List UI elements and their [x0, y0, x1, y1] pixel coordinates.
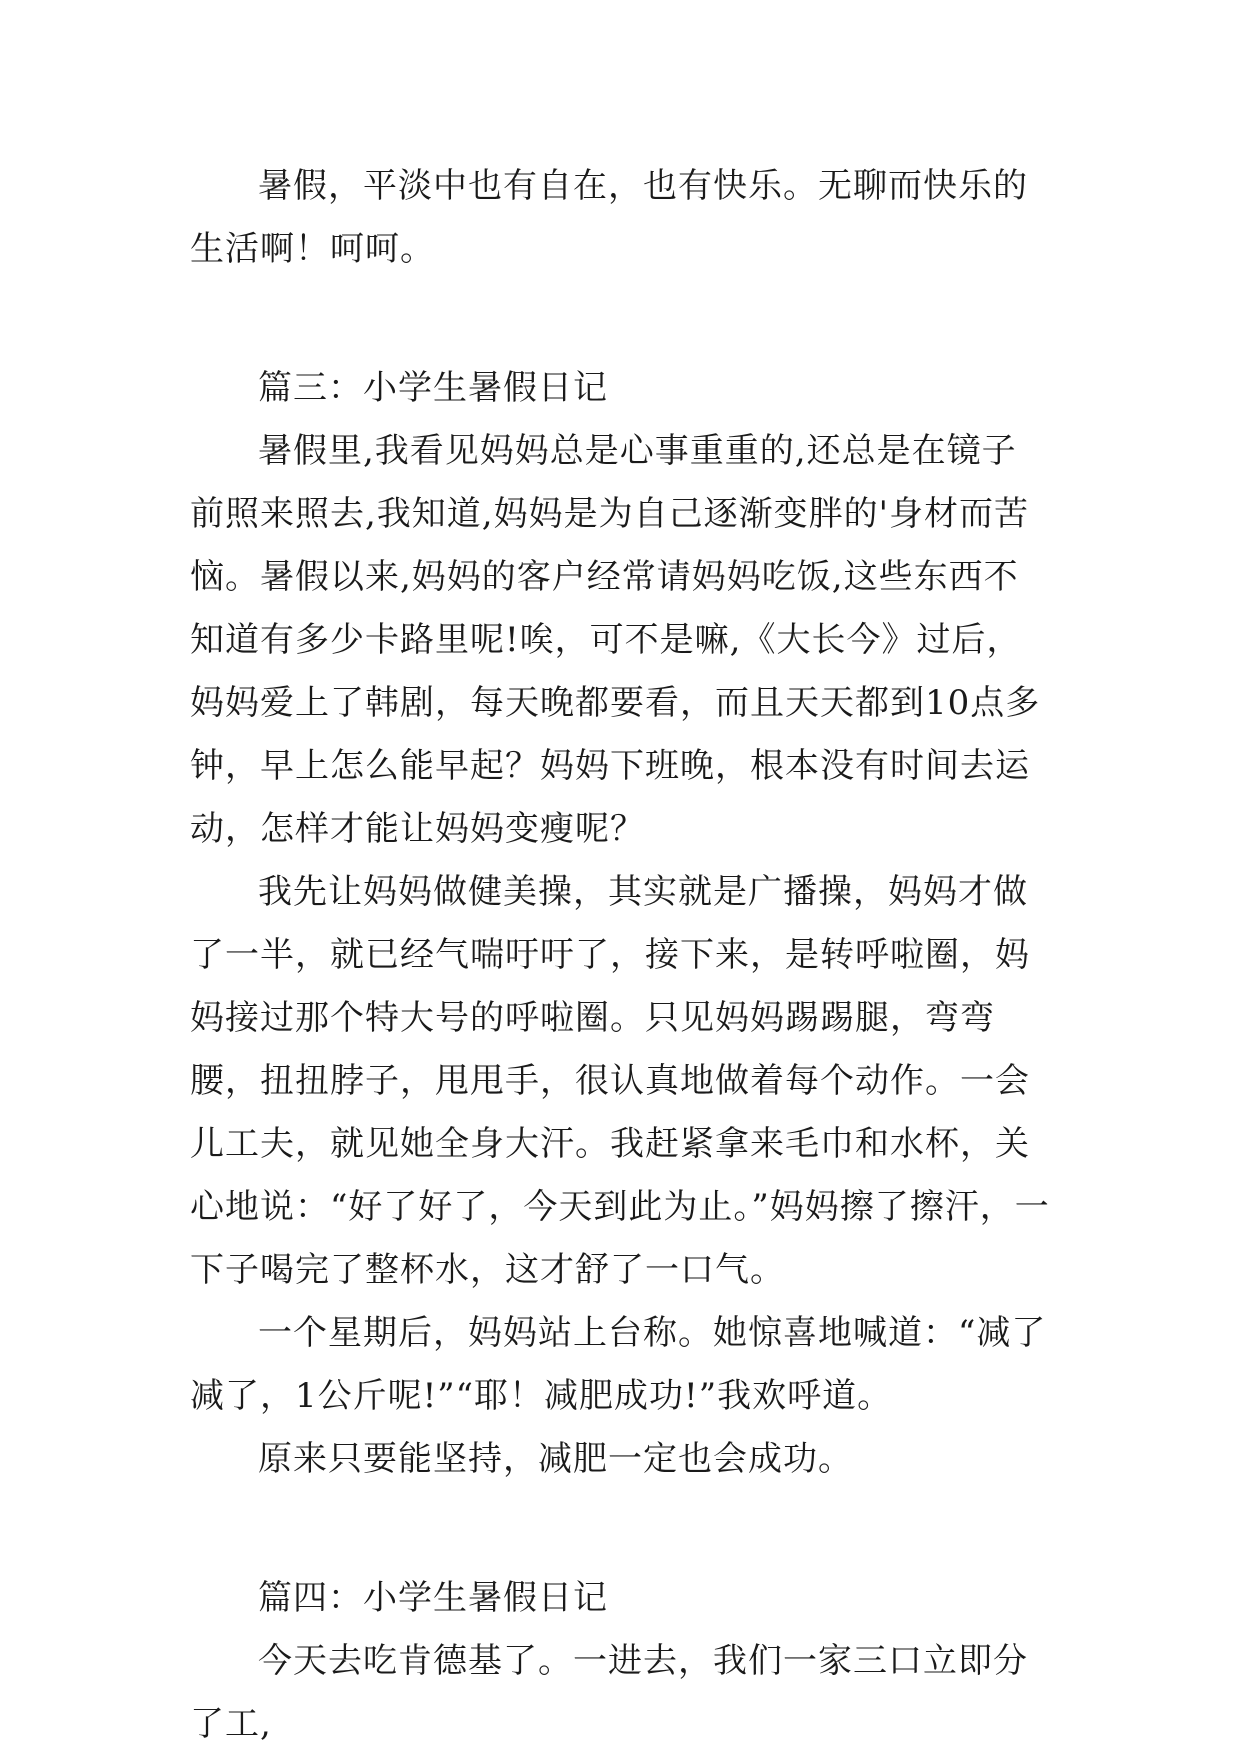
paragraph: 一个星期后，妈妈站上台称。她惊喜地喊道：“减了减了，1公斤呢!”“耶！减肥成功!”我欢呼道。	[190, 1313, 1047, 1416]
section-spacer	[190, 281, 1050, 357]
section-heading-3: 篇三：小学生暑假日记	[258, 368, 608, 408]
paragraph: 我先让妈妈做健美操，其实就是广播操，妈妈才做了一半，就已经气喘吁吁了，接下来，是转呼啦圈，妈妈接过那个特大号的呼啦圈。只见妈妈踢踢腿，弯弯腰，扭扭脖子，甩甩手，很认真地做着每个动作。一会儿工夫，就见她全身大汗。我赶紧拿来毛巾和水杯，关心地说：“好了好了，今天到此为止。”妈妈擦了擦汗，一下子喝完了整杯水，这才舒了一口气。	[190, 872, 1050, 1290]
paragraph: 暑假，平淡中也有自在，也有快乐。无聊而快乐的生活啊！呵呵。	[190, 166, 1028, 269]
paragraph: 今天去吃肯德基了。一进去，我们一家三口立即分了工,	[190, 1641, 1028, 1744]
section-spacer	[190, 1491, 1050, 1567]
paragraph: 原来只要能坚持，减肥一定也会成功。	[258, 1439, 853, 1479]
section-heading-4: 篇四：小学生暑假日记	[258, 1578, 608, 1618]
paragraph: 暑假里,我看见妈妈总是心事重重的,还总是在镜子前照来照去,我知道,妈妈是为自己逐渐变胖的'身材而苦恼。暑假以来,妈妈的客户经常请妈妈吃饭,这些东西不知道有多少卡路里呢!唉，可不是嘛,《大长今》过后，妈妈爱上了韩剧，每天晚都要看，而且天天都到10点多钟，早上怎么能早起？妈妈下班晚，根本没有时间去运动，怎样才能让妈妈变瘦呢？	[190, 431, 1041, 849]
document-page	[190, 155, 1050, 1756]
